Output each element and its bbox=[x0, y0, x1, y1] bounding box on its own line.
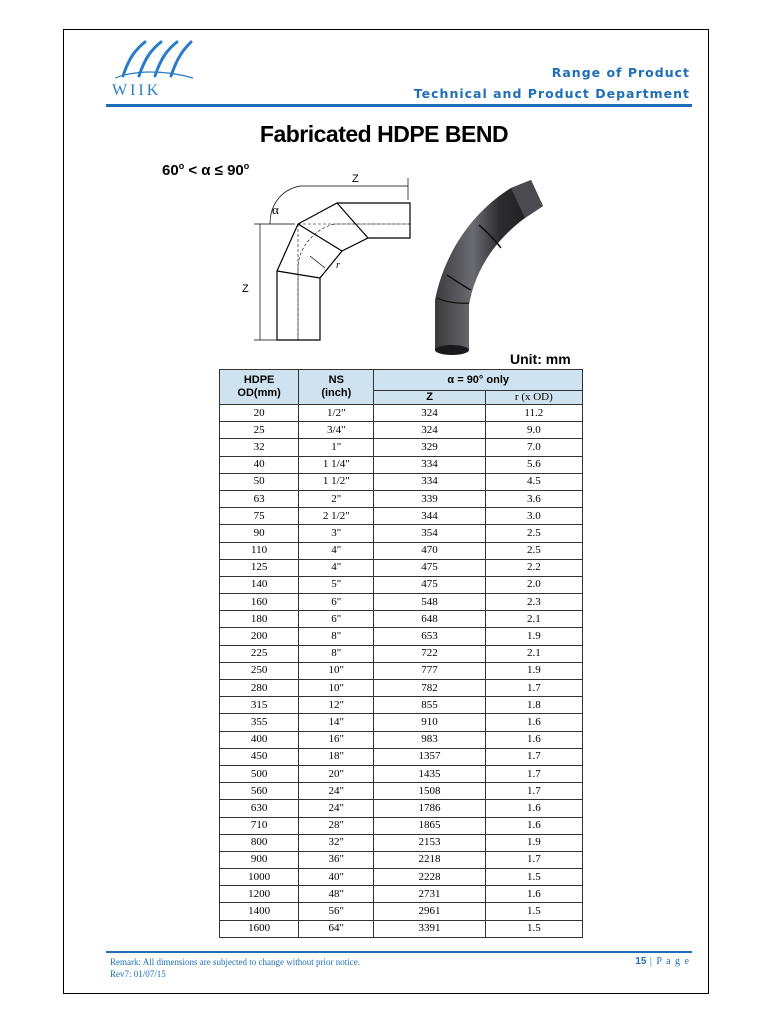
cell-ns: 6" bbox=[299, 594, 374, 611]
table-body bbox=[220, 405, 583, 938]
cell-ns: 6" bbox=[299, 611, 374, 628]
cell-hdpe-od: 20 bbox=[220, 405, 299, 422]
page-number bbox=[635, 956, 690, 967]
cell-z: 475 bbox=[374, 576, 485, 593]
table-row bbox=[220, 576, 583, 593]
cell-r: 2.2 bbox=[485, 559, 582, 576]
header-hdpe-od-line2: OD(mm) bbox=[237, 387, 281, 399]
cell-z: 324 bbox=[374, 405, 485, 422]
cell-hdpe-od: 180 bbox=[220, 611, 299, 628]
cell-hdpe-od: 32 bbox=[220, 439, 299, 456]
cell-r: 1.5 bbox=[485, 903, 582, 920]
z-left-label: Z bbox=[242, 283, 249, 295]
cell-z: 354 bbox=[374, 525, 485, 542]
cell-r: 1.9 bbox=[485, 628, 582, 645]
header-angle: α = 90° only bbox=[374, 370, 583, 391]
table-row bbox=[220, 508, 583, 525]
angle-range-label bbox=[162, 161, 249, 179]
cell-r: 1.7 bbox=[485, 851, 582, 868]
cell-r: 3.0 bbox=[485, 508, 582, 525]
cell-z: 1435 bbox=[374, 765, 485, 782]
cell-ns: 8" bbox=[299, 645, 374, 662]
header-range-of-product: Range of Product bbox=[551, 65, 690, 80]
table-row bbox=[220, 765, 583, 782]
cell-ns: 8" bbox=[299, 628, 374, 645]
cell-z: 2961 bbox=[374, 903, 485, 920]
cell-hdpe-od: 800 bbox=[220, 834, 299, 851]
logo-text: WIIK bbox=[112, 82, 162, 99]
unit-label: Unit: mm bbox=[510, 351, 571, 367]
cell-z: 2228 bbox=[374, 869, 485, 886]
bend-diagram bbox=[240, 168, 420, 348]
cell-ns: 1 1/2" bbox=[299, 473, 374, 490]
cell-r: 4.5 bbox=[485, 473, 582, 490]
cell-hdpe-od: 450 bbox=[220, 748, 299, 765]
header-r: r (x OD) bbox=[485, 391, 582, 405]
cell-z: 983 bbox=[374, 731, 485, 748]
cell-hdpe-od: 125 bbox=[220, 559, 299, 576]
cell-ns: 4" bbox=[299, 542, 374, 559]
cell-ns: 12" bbox=[299, 697, 374, 714]
header-ns-line1: NS bbox=[328, 374, 344, 386]
table-row bbox=[220, 731, 583, 748]
cell-r: 1.7 bbox=[485, 783, 582, 800]
header-ns-line2: (inch) bbox=[321, 387, 352, 399]
cell-ns: 28" bbox=[299, 817, 374, 834]
cell-ns: 24" bbox=[299, 783, 374, 800]
cell-hdpe-od: 630 bbox=[220, 800, 299, 817]
header-hdpe-od bbox=[220, 370, 299, 405]
cell-z: 1508 bbox=[374, 783, 485, 800]
table-row bbox=[220, 748, 583, 765]
z-top-label: Z bbox=[352, 173, 359, 185]
table-row bbox=[220, 559, 583, 576]
cell-r: 1.5 bbox=[485, 869, 582, 886]
bend-spec-table bbox=[219, 369, 583, 938]
cell-r: 1.7 bbox=[485, 765, 582, 782]
table-row bbox=[220, 456, 583, 473]
cell-z: 2218 bbox=[374, 851, 485, 868]
angle-condition: < α ≤ 90 bbox=[184, 162, 244, 179]
cell-hdpe-od: 1600 bbox=[220, 920, 299, 937]
cell-hdpe-od: 1000 bbox=[220, 869, 299, 886]
cell-z: 1865 bbox=[374, 817, 485, 834]
cell-hdpe-od: 140 bbox=[220, 576, 299, 593]
cell-hdpe-od: 40 bbox=[220, 456, 299, 473]
cell-ns: 1 1/4" bbox=[299, 456, 374, 473]
cell-hdpe-od: 710 bbox=[220, 817, 299, 834]
cell-z: 470 bbox=[374, 542, 485, 559]
cell-hdpe-od: 200 bbox=[220, 628, 299, 645]
cell-hdpe-od: 63 bbox=[220, 490, 299, 507]
cell-ns: 36" bbox=[299, 851, 374, 868]
cell-z: 548 bbox=[374, 594, 485, 611]
cell-r: 1.6 bbox=[485, 731, 582, 748]
cell-ns: 20" bbox=[299, 765, 374, 782]
cell-ns: 18" bbox=[299, 748, 374, 765]
cell-z: 324 bbox=[374, 422, 485, 439]
cell-r: 11.2 bbox=[485, 405, 582, 422]
footer-remark: Remark: All dimensions are subjected to change without prior notice. bbox=[110, 957, 360, 967]
cell-r: 2.5 bbox=[485, 525, 582, 542]
table-row bbox=[220, 594, 583, 611]
table-row bbox=[220, 611, 583, 628]
cell-z: 334 bbox=[374, 473, 485, 490]
table-row bbox=[220, 473, 583, 490]
header-rule bbox=[106, 104, 692, 107]
cell-ns: 2 1/2" bbox=[299, 508, 374, 525]
angle-min: 60 bbox=[162, 162, 179, 179]
cell-ns: 40" bbox=[299, 869, 374, 886]
table-row bbox=[220, 920, 583, 937]
cell-ns: 32" bbox=[299, 834, 374, 851]
bend-photo bbox=[425, 170, 555, 355]
cell-ns: 2" bbox=[299, 490, 374, 507]
cell-r: 2.0 bbox=[485, 576, 582, 593]
cell-z: 339 bbox=[374, 490, 485, 507]
table-row bbox=[220, 714, 583, 731]
cell-z: 1786 bbox=[374, 800, 485, 817]
cell-z: 722 bbox=[374, 645, 485, 662]
cell-z: 653 bbox=[374, 628, 485, 645]
cell-r: 1.7 bbox=[485, 680, 582, 697]
cell-hdpe-od: 400 bbox=[220, 731, 299, 748]
table-row bbox=[220, 800, 583, 817]
cell-hdpe-od: 280 bbox=[220, 680, 299, 697]
alpha-label: α bbox=[272, 202, 279, 217]
cell-r: 2.5 bbox=[485, 542, 582, 559]
degree-mark-2: o bbox=[243, 161, 250, 171]
header-z: Z bbox=[374, 391, 485, 405]
cell-z: 777 bbox=[374, 662, 485, 679]
cell-ns: 16" bbox=[299, 731, 374, 748]
cell-ns: 24" bbox=[299, 800, 374, 817]
cell-ns: 1/2" bbox=[299, 405, 374, 422]
page-label: | P a g e bbox=[646, 956, 690, 967]
cell-r: 1.5 bbox=[485, 920, 582, 937]
cell-hdpe-od: 315 bbox=[220, 697, 299, 714]
cell-hdpe-od: 1200 bbox=[220, 886, 299, 903]
cell-ns: 10" bbox=[299, 680, 374, 697]
footer-rule bbox=[106, 951, 692, 953]
table-row bbox=[220, 869, 583, 886]
table-row bbox=[220, 405, 583, 422]
cell-r: 1.6 bbox=[485, 817, 582, 834]
cell-z: 475 bbox=[374, 559, 485, 576]
table-row bbox=[220, 834, 583, 851]
cell-hdpe-od: 900 bbox=[220, 851, 299, 868]
cell-z: 2731 bbox=[374, 886, 485, 903]
cell-hdpe-od: 1400 bbox=[220, 903, 299, 920]
cell-r: 1.9 bbox=[485, 834, 582, 851]
table-row bbox=[220, 490, 583, 507]
cell-z: 3391 bbox=[374, 920, 485, 937]
page-title: Fabricated HDPE BEND bbox=[259, 121, 509, 147]
cell-hdpe-od: 90 bbox=[220, 525, 299, 542]
cell-r: 5.6 bbox=[485, 456, 582, 473]
cell-ns: 10" bbox=[299, 662, 374, 679]
table-row bbox=[220, 680, 583, 697]
cell-r: 1.9 bbox=[485, 662, 582, 679]
cell-hdpe-od: 75 bbox=[220, 508, 299, 525]
table-header-row bbox=[220, 370, 583, 391]
cell-r: 1.6 bbox=[485, 800, 582, 817]
cell-z: 648 bbox=[374, 611, 485, 628]
page-number-value: 15 bbox=[635, 956, 647, 967]
cell-r: 2.1 bbox=[485, 645, 582, 662]
table-row bbox=[220, 542, 583, 559]
table-row bbox=[220, 903, 583, 920]
cell-r: 7.0 bbox=[485, 439, 582, 456]
cell-z: 329 bbox=[374, 439, 485, 456]
cell-r: 3.6 bbox=[485, 490, 582, 507]
table-row bbox=[220, 439, 583, 456]
cell-r: 9.0 bbox=[485, 422, 582, 439]
cell-r: 2.1 bbox=[485, 611, 582, 628]
table-row bbox=[220, 525, 583, 542]
cell-hdpe-od: 160 bbox=[220, 594, 299, 611]
cell-hdpe-od: 50 bbox=[220, 473, 299, 490]
cell-hdpe-od: 250 bbox=[220, 662, 299, 679]
cell-ns: 3" bbox=[299, 525, 374, 542]
cell-ns: 14" bbox=[299, 714, 374, 731]
cell-ns: 1" bbox=[299, 439, 374, 456]
table-row bbox=[220, 662, 583, 679]
cell-z: 2153 bbox=[374, 834, 485, 851]
header-department: Technical and Product Department bbox=[413, 86, 690, 101]
cell-hdpe-od: 500 bbox=[220, 765, 299, 782]
cell-hdpe-od: 25 bbox=[220, 422, 299, 439]
cell-hdpe-od: 110 bbox=[220, 542, 299, 559]
table-row bbox=[220, 628, 583, 645]
degree-mark: o bbox=[178, 161, 185, 171]
cell-hdpe-od: 225 bbox=[220, 645, 299, 662]
radius-label: r bbox=[336, 260, 340, 271]
footer-revision: Rev7: 01/07/15 bbox=[110, 969, 166, 979]
cell-ns: 48" bbox=[299, 886, 374, 903]
cell-r: 1.6 bbox=[485, 886, 582, 903]
cell-z: 782 bbox=[374, 680, 485, 697]
table-row bbox=[220, 645, 583, 662]
cell-hdpe-od: 560 bbox=[220, 783, 299, 800]
cell-z: 855 bbox=[374, 697, 485, 714]
table-row bbox=[220, 783, 583, 800]
cell-ns: 4" bbox=[299, 559, 374, 576]
table-row bbox=[220, 817, 583, 834]
cell-r: 1.7 bbox=[485, 748, 582, 765]
cell-ns: 64" bbox=[299, 920, 374, 937]
cell-r: 2.3 bbox=[485, 594, 582, 611]
cell-ns: 3/4" bbox=[299, 422, 374, 439]
cell-r: 1.8 bbox=[485, 697, 582, 714]
header-hdpe-od-line1: HDPE bbox=[243, 374, 275, 386]
cell-ns: 5" bbox=[299, 576, 374, 593]
cell-z: 910 bbox=[374, 714, 485, 731]
cell-hdpe-od: 355 bbox=[220, 714, 299, 731]
table-row bbox=[220, 422, 583, 439]
cell-ns: 56" bbox=[299, 903, 374, 920]
cell-r: 1.6 bbox=[485, 714, 582, 731]
header-ns bbox=[299, 370, 374, 405]
table-row bbox=[220, 886, 583, 903]
table-row bbox=[220, 851, 583, 868]
cell-z: 1357 bbox=[374, 748, 485, 765]
cell-z: 334 bbox=[374, 456, 485, 473]
cell-z: 344 bbox=[374, 508, 485, 525]
table-row bbox=[220, 697, 583, 714]
